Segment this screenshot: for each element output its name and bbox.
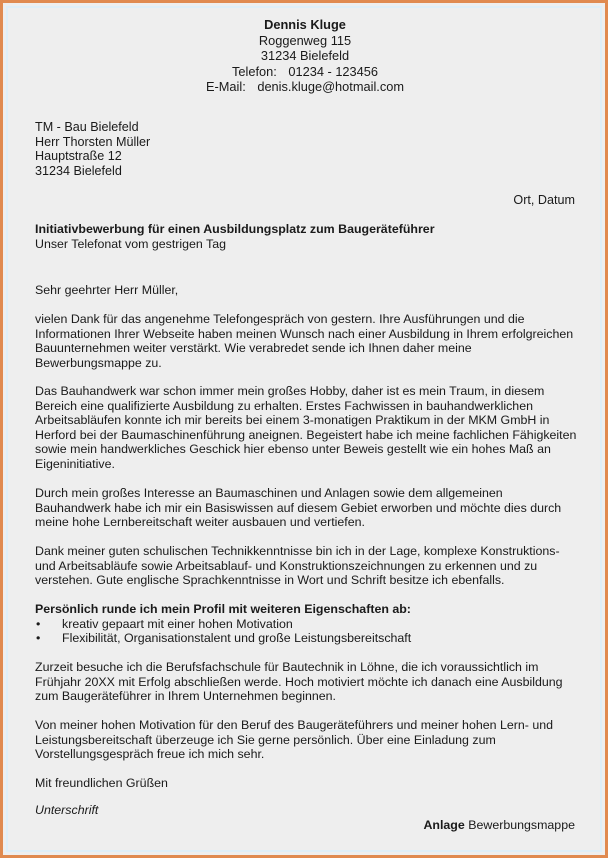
body-paragraph: Das Bauhandwerk war schon immer mein großes Hobby, daher ist es mein Traum, in diesem Bereich eine qualifizierte Ausbildung zu erhalten. Erstes Fachwissen in bauhandwerklichen Arbeitsabläufen konnte ich mir bereits bei einem 3-monatigen Praktikum in der MKM GmbH in Herford bei der Baumaschinenführung aneignen. Begeistert habe ich meine fachlichen Fähigkeiten sowie mein handwerkliches Geschick hier ebenso unter Beweis gestellt wie ein hohes Maß an Eigeninitiative. [35, 384, 577, 471]
profile-list-item [35, 631, 580, 646]
sender-block [35, 17, 575, 95]
recipient-street: Hauptstraße 12 [35, 149, 122, 164]
subject-block [35, 222, 435, 251]
sender-phone: 01234 - 123456 [288, 63, 379, 79]
sender-email-label: E-Mail: [205, 79, 246, 94]
body-paragraph: Durch mein großes Interesse an Baumaschinen und Anlagen sowie dem allgemeinen Bauhandwerk habe ich mir ein Basiswissen auf diesem Gebiet erworben und möchte dies durch meine hohe Lernbereitschaft weiter ausbauen und vertiefen. [35, 486, 562, 529]
body-paragraph: Zurzeit besuche ich die Berufsfachschule für Bautechnik in Löhne, die ich voraussichtlich im Frühjahr 20XX mit Erfolg abschließen werde. Hoch motiviert möchte ich danach eine Ausbildung zum Baugeräteführer in Ihrem Unternehmen beginnen. [35, 660, 563, 703]
body-paragraph: Von meiner hohen Motivation für den Beruf des Baugeräteführers und meiner hohen Lern- und Leistungsbereitschaft überzeuge ich Sie gerne persönlich. Über eine Einladung zum Vorstellungsgespräch freue ich mich sehr. [35, 718, 553, 761]
body-paragraph: Dank meiner guten schulischen Technikkenntnisse bin ich in der Lage, komplexe Konstruktions- und Arbeitsabläufe sowie Arbeitsablauf- und Konstruktionszeichnungen zu erkennen und zu verstehen. Gute englische Sprachkenntnisse in Wort und Schrift besitze ich ebenfalls. [35, 544, 560, 587]
recipient-city: 31234 Bielefeld [35, 163, 122, 178]
sender-name: Dennis Kluge [264, 17, 346, 32]
subject-reference: Unser Telefonat vom gestrigen Tag [35, 236, 227, 251]
sender-phone-label: Telefon: [231, 63, 277, 79]
profile-title: Persönlich runde ich mein Profil mit weiteren Eigenschaften ab: [35, 602, 411, 616]
sender-city: 31234 Bielefeld [260, 48, 350, 63]
body-paragraph: vielen Dank für das angenehme Telefongespräch von gestern. Ihre Ausführungen und die Informationen Ihrer Webseite haben meinen Wunsch nach einer Ausbildung in Ihrem erfolgreichen Bauunternehmen weiter verstärkt. Wie verabredet sende ich Ihnen daher meine Bewerbungsmappe zu. [35, 312, 574, 370]
profile-list-item [35, 617, 580, 632]
enclosure-value: Bewerbungsmappe [468, 818, 575, 832]
place-date: Ort, Datum [513, 193, 575, 207]
profile-item-text: kreativ gepaart mit einer hohen Motivation [62, 616, 293, 631]
sender-email-line [35, 79, 575, 95]
profile-list [35, 617, 580, 646]
recipient-contact: Herr Thorsten Müller [35, 134, 151, 149]
subject-title: Initiativbewerbung für einen Ausbildungsplatz zum Baugeräteführer [35, 222, 435, 236]
profile-section [35, 602, 580, 646]
enclosure [423, 818, 575, 833]
sender-street: Roggenweg 115 [258, 32, 352, 48]
bullet-icon: • [36, 616, 41, 631]
sender-email: denis.kluge@hotmail.com [257, 79, 405, 94]
salutation: Sehr geehrter Herr Müller, [35, 283, 179, 297]
enclosure-label: Anlage [423, 818, 465, 832]
recipient-company: TM - Bau Bielefeld [35, 120, 139, 134]
closing: Mit freundlichen Grüßen [35, 776, 168, 790]
sender-phone-line [35, 64, 575, 80]
recipient-block [35, 120, 150, 178]
bullet-icon: • [36, 631, 41, 645]
signature: Unterschrift [35, 803, 99, 817]
profile-item-text: Flexibilität, Organisationstalent und große Leistungsbereitschaft [62, 631, 412, 645]
